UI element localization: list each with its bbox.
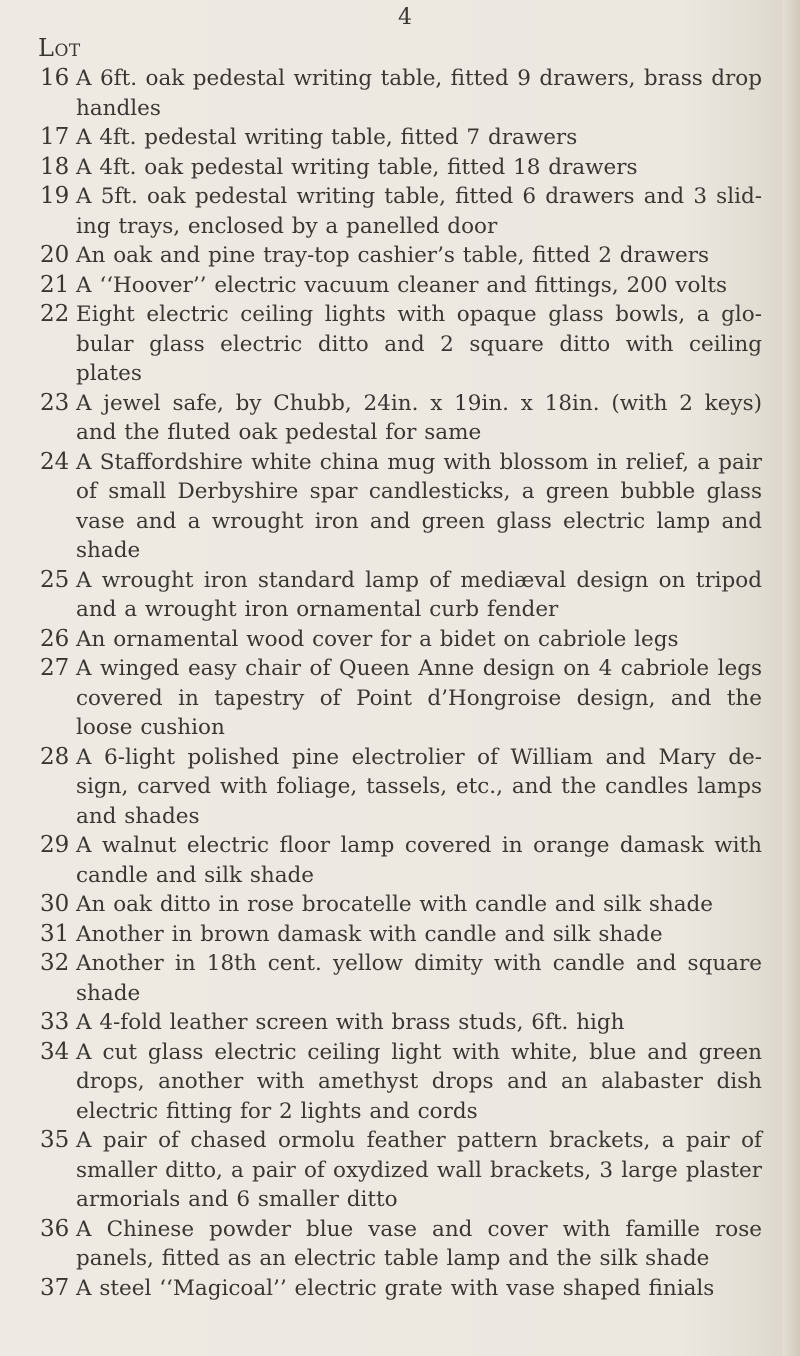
lot-entry <box>0 743 780 832</box>
lot-number: 37 <box>40 1274 70 1301</box>
lot-entry <box>0 625 780 655</box>
page-number: 4 <box>398 5 412 30</box>
lot-entry <box>0 64 780 123</box>
lot-entry <box>0 448 780 566</box>
lot-description: An oak and pine tray-top cashier’s table, fitted 2 drawers <box>76 243 710 268</box>
lot-entry <box>0 153 780 183</box>
lot-description: A 4ft. oak pedestal writing table, fitted 18 drawers <box>76 154 638 180</box>
lot-description: A 4ft. pedestal writing table, fitted 7 drawers <box>76 125 578 150</box>
lot-number: 22 <box>40 301 70 327</box>
lot-description: An ornamental wood cover for a bidet on cabriole legs <box>76 626 679 652</box>
lot-number: 20 <box>40 242 70 268</box>
lot-entry <box>0 949 780 1008</box>
lot-entry <box>0 1126 780 1215</box>
lot-description: A wrought iron standard lamp of mediæval design on tripod and a wrought iron ornamental curb fender <box>76 567 762 622</box>
lot-entry <box>0 831 780 890</box>
lot-entry <box>0 566 780 625</box>
lot-number: 19 <box>40 183 70 209</box>
lot-entry <box>0 241 780 271</box>
lot-number: 21 <box>40 271 70 298</box>
page-edge <box>782 0 800 1356</box>
lot-number: 27 <box>40 655 70 681</box>
lot-description: Another in brown damask with candle and silk shade <box>76 921 663 947</box>
lot-number: 24 <box>40 448 70 475</box>
lot-entry <box>0 1274 780 1304</box>
lot-description: A jewel safe, by Chubb, 24in. x 19in. x 18in. (with 2 keys) and the fluted oak pedestal for same <box>76 390 762 445</box>
lot-description: Another in 18th cent. yellow dimity with candle and square shade <box>76 951 762 1006</box>
lot-description: A 6ft. oak pedestal writing table, fitted 9 drawers, brass drop handles <box>76 66 762 121</box>
lot-number: 25 <box>40 566 70 593</box>
lot-entry <box>0 654 780 743</box>
lot-entry <box>0 890 780 920</box>
lot-list <box>0 64 780 1303</box>
lot-number: 32 <box>40 950 70 976</box>
lot-entry <box>0 389 780 448</box>
lot-description: A Staffordshire white china mug with blossom in relief, a pair of small Derbyshire spar candlesticks, a green bubble glass vase and a wrought iron and green glass electric lamp and shade <box>76 449 762 563</box>
lot-description: A walnut electric floor lamp covered in orange damask with candle and silk shade <box>76 833 762 888</box>
lot-column-header: Lot <box>38 34 81 62</box>
lot-entry <box>0 920 780 950</box>
lot-number: 35 <box>40 1127 70 1153</box>
lot-number: 23 <box>40 389 70 416</box>
lot-entry <box>0 300 780 389</box>
lot-entry <box>0 1008 780 1038</box>
lot-number: 33 <box>40 1009 70 1035</box>
lot-entry <box>0 123 780 153</box>
lot-entry <box>0 1038 780 1127</box>
lot-description: A ‘‘Hoover’’ electric vacuum cleaner and fittings, 200 volts <box>76 272 727 298</box>
lot-description: Eight electric ceiling lights with opaque glass bowls, a glo-bular glass electric ditto and 2 square ditto with ceiling plates <box>76 302 762 386</box>
lot-description: A cut glass electric ceiling light with white, blue and green drops, another with amethyst drops and an alabaster dish electric fitting for 2 lights and cords <box>76 1039 762 1124</box>
lot-description: A Chinese powder blue vase and cover with famille rose panels, fitted as an electric table lamp and the silk shade <box>76 1216 762 1271</box>
lot-description: A 5ft. oak pedestal writing table, fitted 6 drawers and 3 slid-ing trays, enclosed by a panelled door <box>76 184 762 239</box>
lot-number: 26 <box>40 625 70 652</box>
lot-entry <box>0 271 780 301</box>
lot-entry <box>0 182 780 241</box>
lot-number: 31 <box>40 920 70 947</box>
lot-description: A 4-fold leather screen with brass studs, 6ft. high <box>76 1010 625 1035</box>
lot-description: A 6-light polished pine electrolier of William and Mary de-sign, carved with foliage, tassels, etc., and the candles lamps and shades <box>76 744 762 829</box>
lot-number: 30 <box>40 891 70 917</box>
lot-description: A pair of chased ormolu feather pattern brackets, a pair of smaller ditto, a pair of oxydized wall brackets, 3 large plaster armorials and 6 smaller ditto <box>76 1128 762 1212</box>
lot-entry <box>0 1215 780 1274</box>
lot-number: 16 <box>40 65 70 91</box>
lot-number: 29 <box>40 832 70 858</box>
lot-description: An oak ditto in rose brocatelle with candle and silk shade <box>76 892 714 917</box>
lot-number: 18 <box>40 153 70 180</box>
lot-number: 28 <box>40 743 70 770</box>
lot-description: A winged easy chair of Queen Anne design on 4 cabriole legs covered in tapestry of Point d’Hongroise design, and the loose cushion <box>76 656 762 740</box>
lot-number: 34 <box>40 1038 70 1065</box>
lot-number: 36 <box>40 1215 70 1242</box>
lot-number: 17 <box>40 124 70 150</box>
lot-description: A steel ‘‘Magicoal’’ electric grate with vase shaped finials <box>76 1275 715 1301</box>
